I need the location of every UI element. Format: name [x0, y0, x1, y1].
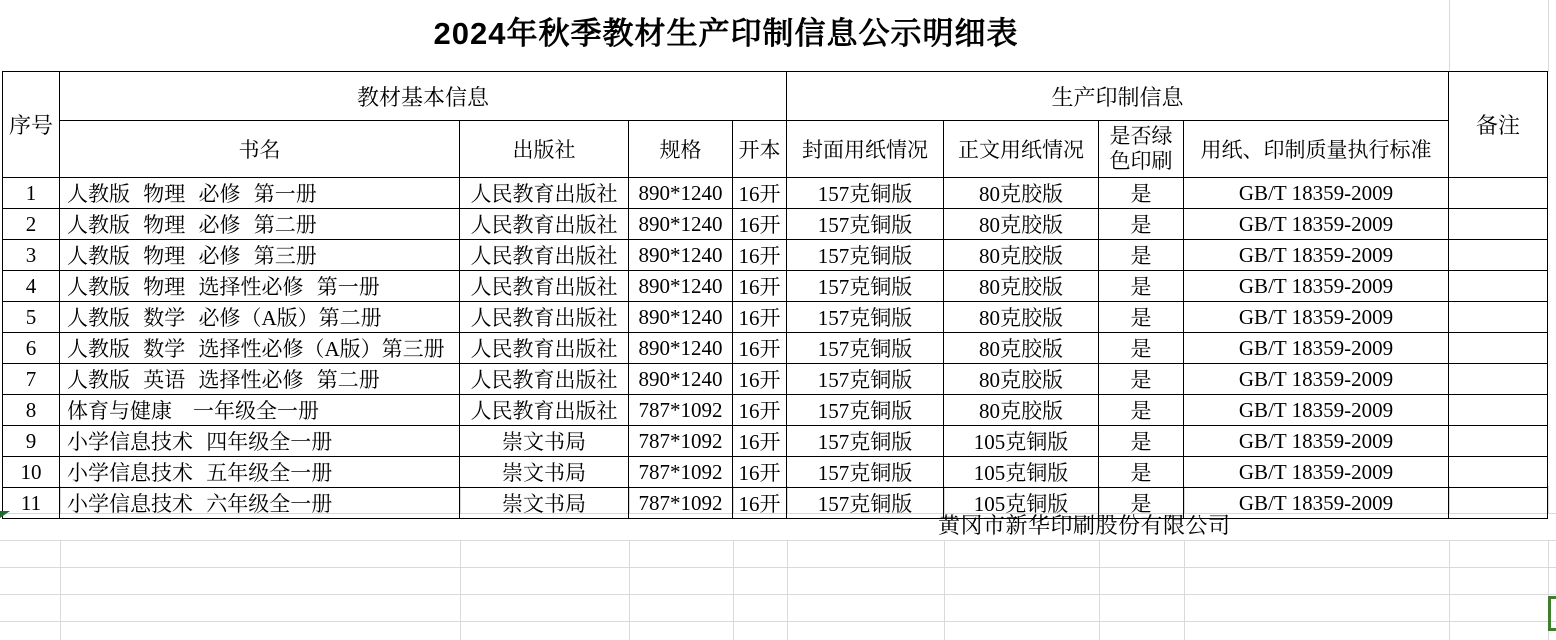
- cell-r11-c4[interactable]: 16开: [733, 488, 787, 519]
- cell-r10-c0[interactable]: 10: [3, 457, 60, 488]
- header-row-groups: [3, 72, 1548, 121]
- cell-r5-c0[interactable]: 5: [3, 302, 60, 333]
- gridline: [629, 540, 630, 640]
- cell-r2-c3[interactable]: 890*1240: [629, 209, 733, 240]
- table-header: [3, 72, 1548, 178]
- cell-r5-c3[interactable]: 890*1240: [629, 302, 733, 333]
- table-row: [3, 364, 1548, 395]
- cell-r1-c8[interactable]: GB/T 18359-2009: [1184, 178, 1449, 209]
- cell-r10-c4[interactable]: 16开: [733, 457, 787, 488]
- cell-r10-c6[interactable]: 105克铜版: [944, 457, 1099, 488]
- cell-r8-c8[interactable]: GB/T 18359-2009: [1184, 395, 1449, 426]
- cell-r9-c0[interactable]: 9: [3, 426, 60, 457]
- cell-r9-c7[interactable]: 是: [1099, 426, 1184, 457]
- cell-r11-c8[interactable]: GB/T 18359-2009: [1184, 488, 1449, 519]
- cell-r6-c5[interactable]: 157克铜版: [787, 333, 944, 364]
- cell-r9-c8[interactable]: GB/T 18359-2009: [1184, 426, 1449, 457]
- cell-r11-c5[interactable]: 157克铜版: [787, 488, 944, 519]
- cell-r10-c9[interactable]: [1449, 457, 1548, 488]
- cell-r11-c2[interactable]: 崇文书局: [460, 488, 629, 519]
- cell-r4-c2[interactable]: 人民教育出版社: [460, 271, 629, 302]
- sheet-title[interactable]: 2024年秋季教材生产印制信息公示明细表: [433, 16, 1019, 51]
- cell-r8-c1[interactable]: 体育与健康 一年级全一册: [60, 395, 460, 426]
- cell-r5-c8[interactable]: GB/T 18359-2009: [1184, 302, 1449, 333]
- cell-r6-c6[interactable]: 80克胶版: [944, 333, 1099, 364]
- table-row: [3, 457, 1548, 488]
- header-col-spec[interactable]: 规格: [629, 121, 733, 178]
- header-group-basic-info[interactable]: 教材基本信息: [60, 72, 787, 121]
- cell-r2-c1[interactable]: 人教版 物理 必修 第二册: [60, 209, 460, 240]
- cell-r4-c6[interactable]: 80克胶版: [944, 271, 1099, 302]
- table-row: [3, 271, 1548, 302]
- table-row: [3, 488, 1548, 519]
- header-col-publisher[interactable]: 出版社: [460, 121, 629, 178]
- gridline: [1184, 540, 1185, 640]
- table-body: [3, 178, 1548, 519]
- cell-r9-c4[interactable]: 16开: [733, 426, 787, 457]
- cell-r1-c5[interactable]: 157克铜版: [787, 178, 944, 209]
- cell-r3-c3[interactable]: 890*1240: [629, 240, 733, 271]
- cell-r5-c5[interactable]: 157克铜版: [787, 302, 944, 333]
- header-col-body-paper[interactable]: 正文用纸情况: [944, 121, 1099, 178]
- cell-r3-c7[interactable]: 是: [1099, 240, 1184, 271]
- cell-r7-c9[interactable]: [1449, 364, 1548, 395]
- gridline: [1099, 540, 1100, 640]
- cell-r9-c1[interactable]: 小学信息技术 四年级全一册: [60, 426, 460, 457]
- cell-r10-c1[interactable]: 小学信息技术 五年级全一册: [60, 457, 460, 488]
- gridline: [944, 540, 945, 640]
- header-col-quality-standard[interactable]: 用纸、印制质量执行标准: [1184, 121, 1449, 178]
- cell-r6-c0[interactable]: 6: [3, 333, 60, 364]
- header-row-columns: [3, 121, 1548, 178]
- cell-r11-c3[interactable]: 787*1092: [629, 488, 733, 519]
- cell-r6-c2[interactable]: 人民教育出版社: [460, 333, 629, 364]
- header-col-cover-paper[interactable]: 封面用纸情况: [787, 121, 944, 178]
- cell-r7-c2[interactable]: 人民教育出版社: [460, 364, 629, 395]
- selected-cell-outline[interactable]: [1548, 596, 1556, 631]
- cell-r3-c1[interactable]: 人教版 物理 必修 第三册: [60, 240, 460, 271]
- table-row: [3, 209, 1548, 240]
- gridline: [0, 621, 1556, 622]
- cell-r10-c3[interactable]: 787*1092: [629, 457, 733, 488]
- cell-r2-c9[interactable]: [1449, 209, 1548, 240]
- gridline: [1449, 540, 1450, 640]
- cell-r2-c7[interactable]: 是: [1099, 209, 1184, 240]
- cell-r4-c8[interactable]: GB/T 18359-2009: [1184, 271, 1449, 302]
- cell-r5-c7[interactable]: 是: [1099, 302, 1184, 333]
- cell-r6-c9[interactable]: [1449, 333, 1548, 364]
- cell-r3-c9[interactable]: [1449, 240, 1548, 271]
- cell-r11-c1[interactable]: 小学信息技术 六年级全一册: [60, 488, 460, 519]
- table-row: [3, 302, 1548, 333]
- cell-r9-c6[interactable]: 105克铜版: [944, 426, 1099, 457]
- cell-r7-c8[interactable]: GB/T 18359-2009: [1184, 364, 1449, 395]
- cell-r7-c0[interactable]: 7: [3, 364, 60, 395]
- cell-r7-c1[interactable]: 人教版 英语 选择性必修 第二册: [60, 364, 460, 395]
- cell-r3-c8[interactable]: GB/T 18359-2009: [1184, 240, 1449, 271]
- table-row: [3, 426, 1548, 457]
- header-serial[interactable]: 序号: [3, 72, 60, 178]
- cell-r4-c5[interactable]: 157克铜版: [787, 271, 944, 302]
- cell-r7-c3[interactable]: 890*1240: [629, 364, 733, 395]
- cell-r1-c7[interactable]: 是: [1099, 178, 1184, 209]
- cell-r1-c9[interactable]: [1449, 178, 1548, 209]
- cell-r2-c2[interactable]: 人民教育出版社: [460, 209, 629, 240]
- cell-r8-c0[interactable]: 8: [3, 395, 60, 426]
- header-group-print-info[interactable]: 生产印制信息: [787, 72, 1449, 121]
- cell-r4-c9[interactable]: [1449, 271, 1548, 302]
- cell-r2-c6[interactable]: 80克胶版: [944, 209, 1099, 240]
- gridline: [0, 567, 1556, 568]
- cell-r2-c4[interactable]: 16开: [733, 209, 787, 240]
- company-name[interactable]: 黄冈市新华印刷股份有限公司: [938, 513, 1231, 538]
- cell-r7-c6[interactable]: 80克胶版: [944, 364, 1099, 395]
- cell-r1-c3[interactable]: 890*1240: [629, 178, 733, 209]
- cell-r8-c4[interactable]: 16开: [733, 395, 787, 426]
- cell-r6-c1[interactable]: 人教版 数学 选择性必修（A版）第三册: [60, 333, 460, 364]
- cell-r7-c4[interactable]: 16开: [733, 364, 787, 395]
- cell-r9-c5[interactable]: 157克铜版: [787, 426, 944, 457]
- cell-r1-c4[interactable]: 16开: [733, 178, 787, 209]
- cell-r2-c5[interactable]: 157克铜版: [787, 209, 944, 240]
- cell-r11-c0[interactable]: 11: [3, 488, 60, 519]
- cell-r5-c6[interactable]: 80克胶版: [944, 302, 1099, 333]
- cell-r1-c0[interactable]: 1: [3, 178, 60, 209]
- cell-r9-c9[interactable]: [1449, 426, 1548, 457]
- main-table: [2, 71, 1548, 519]
- table-row: [3, 395, 1548, 426]
- gridline: [60, 540, 61, 640]
- cell-r8-c3[interactable]: 787*1092: [629, 395, 733, 426]
- cell-r4-c3[interactable]: 890*1240: [629, 271, 733, 302]
- gridline: [460, 540, 461, 640]
- cell-r11-c7[interactable]: 是: [1099, 488, 1184, 519]
- cell-r11-c9[interactable]: [1449, 488, 1548, 519]
- header-remark[interactable]: 备注: [1449, 72, 1548, 178]
- cell-r2-c8[interactable]: GB/T 18359-2009: [1184, 209, 1449, 240]
- gridline: [0, 594, 1556, 595]
- header-col-book-name[interactable]: 书名: [60, 121, 460, 178]
- table-row: [3, 178, 1548, 209]
- table-row: [3, 240, 1548, 271]
- cell-r3-c5[interactable]: 157克铜版: [787, 240, 944, 271]
- cell-r8-c9[interactable]: [1449, 395, 1548, 426]
- cell-r5-c9[interactable]: [1449, 302, 1548, 333]
- cell-r3-c0[interactable]: 3: [3, 240, 60, 271]
- gridline: [1548, 486, 1549, 513]
- cell-r10-c2[interactable]: 崇文书局: [460, 457, 629, 488]
- cell-r11-c6[interactable]: 105克铜版: [944, 488, 1099, 519]
- cell-r7-c7[interactable]: 是: [1099, 364, 1184, 395]
- cell-r3-c2[interactable]: 人民教育出版社: [460, 240, 629, 271]
- cell-r5-c2[interactable]: 人民教育出版社: [460, 302, 629, 333]
- cell-r6-c4[interactable]: 16开: [733, 333, 787, 364]
- cell-r5-c1[interactable]: 人教版 数学 必修（A版）第二册: [60, 302, 460, 333]
- header-col-green-print[interactable]: 是否绿色印刷: [1099, 121, 1184, 178]
- cell-r10-c7[interactable]: 是: [1099, 457, 1184, 488]
- cell-r6-c7[interactable]: 是: [1099, 333, 1184, 364]
- cell-r3-c4[interactable]: 16开: [733, 240, 787, 271]
- cell-r1-c1[interactable]: 人教版 物理 必修 第一册: [60, 178, 460, 209]
- cell-r4-c7[interactable]: 是: [1099, 271, 1184, 302]
- cell-r8-c6[interactable]: 80克胶版: [944, 395, 1099, 426]
- cell-r4-c4[interactable]: 16开: [733, 271, 787, 302]
- cell-r8-c5[interactable]: 157克铜版: [787, 395, 944, 426]
- gridline: [0, 540, 1556, 541]
- table-row: [3, 333, 1548, 364]
- cell-r8-c2[interactable]: 人民教育出版社: [460, 395, 629, 426]
- cell-r3-c6[interactable]: 80克胶版: [944, 240, 1099, 271]
- gridline: [733, 540, 734, 640]
- cell-r1-c6[interactable]: 80克胶版: [944, 178, 1099, 209]
- cell-r4-c1[interactable]: 人教版 物理 选择性必修 第一册: [60, 271, 460, 302]
- cell-r4-c0[interactable]: 4: [3, 271, 60, 302]
- cell-r10-c5[interactable]: 157克铜版: [787, 457, 944, 488]
- cell-r6-c3[interactable]: 890*1240: [629, 333, 733, 364]
- cell-r9-c3[interactable]: 787*1092: [629, 426, 733, 457]
- cell-r5-c4[interactable]: 16开: [733, 302, 787, 333]
- gridline: [1548, 0, 1549, 72]
- cell-r8-c7[interactable]: 是: [1099, 395, 1184, 426]
- header-col-format[interactable]: 开本: [733, 121, 787, 178]
- green-corner-marker-icon: [0, 511, 10, 518]
- cell-r2-c0[interactable]: 2: [3, 209, 60, 240]
- cell-r1-c2[interactable]: 人民教育出版社: [460, 178, 629, 209]
- cell-r9-c2[interactable]: 崇文书局: [460, 426, 629, 457]
- cell-r10-c8[interactable]: GB/T 18359-2009: [1184, 457, 1449, 488]
- gridline: [787, 540, 788, 640]
- cell-r7-c5[interactable]: 157克铜版: [787, 364, 944, 395]
- cell-r6-c8[interactable]: GB/T 18359-2009: [1184, 333, 1449, 364]
